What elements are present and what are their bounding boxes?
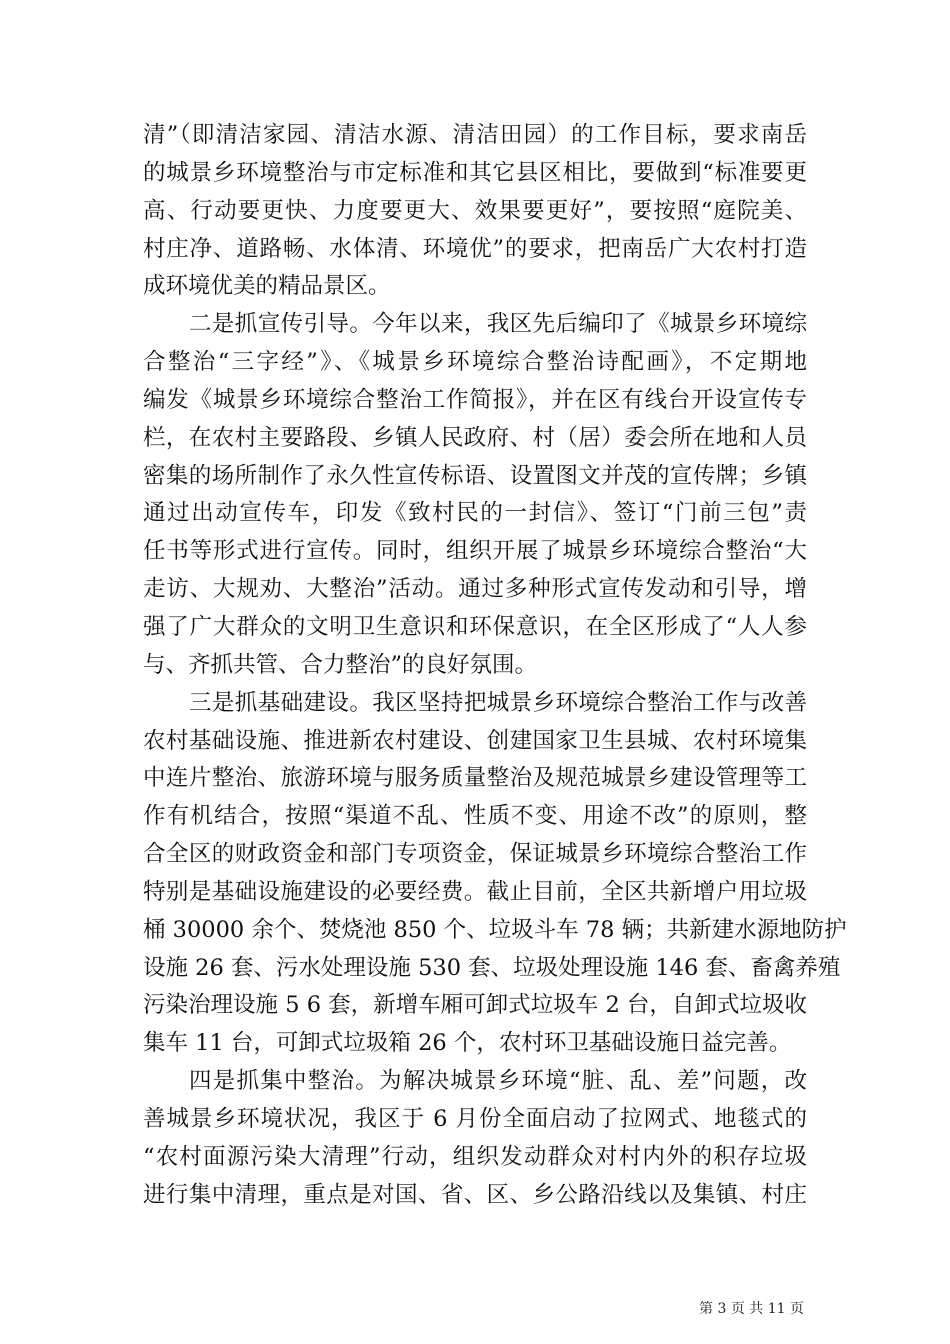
text-line: 密集的场所制作了永久性宣传标语、设置图文并茂的宣传牌；乡镇 bbox=[143, 462, 807, 489]
text-line: 清”（即清洁家园、清洁水源、清洁田园）的工作目标，要求南岳 bbox=[143, 122, 807, 148]
text-line: 农村基础设施、推进新农村建设、创建国家卫生县城、农村环境集 bbox=[143, 727, 807, 754]
text-line: 三是抓基础建设。我区坚持把城景乡环境综合整治工作与改善 bbox=[189, 689, 807, 716]
text-line: 村庄净、道路畅、水体清、环境优”的要求，把南岳广大农村打造 bbox=[143, 235, 807, 262]
text-line: “农村面源污染大清理”行动，组织发动群众对村内外的积存垃圾 bbox=[143, 1143, 807, 1170]
text-line: 与、齐抓共管、合力整治”的良好氛围。 bbox=[143, 651, 538, 678]
text-line: 强了广大群众的文明卫生意识和环保意识，在全区形成了“人人参 bbox=[143, 613, 807, 640]
text-line: 二是抓宣传引导。今年以来，我区先后编印了《城景乡环境综 bbox=[189, 311, 807, 338]
text-line: 特别是基础设施建设的必要经费。截止目前，全区共新增户用垃圾 bbox=[143, 878, 807, 905]
page-number-footer: 第 3 页 共 11 页 bbox=[699, 1301, 804, 1317]
text-line: 高、行动要更快、力度要更大、效果要更好”，要按照“庭院美、 bbox=[143, 197, 807, 224]
text-line: 进行集中清理，重点是对国、省、区、乡公路沿线以及集镇、村庄 bbox=[143, 1181, 807, 1208]
text-line: 合整治“三字经”》、《城景乡环境综合整治诗配画》，不定期地 bbox=[143, 349, 807, 376]
text-line: 设施 26 套、污水处理设施 530 套、垃圾处理设施 146 套、畜禽养殖 bbox=[143, 954, 841, 981]
text-line: 走访、大规劝、大整治”活动。通过多种形式宣传发动和引导，增 bbox=[143, 576, 807, 603]
text-line: 善城景乡环境状况，我区于 6 月份全面启动了拉网式、地毯式的 bbox=[143, 1105, 807, 1132]
body-text bbox=[143, 117, 847, 1214]
text-line: 的城景乡环境整治与市定标准和其它县区相比，要做到“标准要更 bbox=[143, 159, 807, 186]
text-line: 成环境优美的精品景区。 bbox=[143, 273, 391, 300]
text-line: 通过出动宣传车，印发《致村民的一封信》、签订“门前三包”责 bbox=[143, 500, 807, 527]
text-line: 四是抓集中整治。为解决城景乡环境“脏、乱、差”问题，改 bbox=[189, 1068, 807, 1095]
text-line: 栏，在农村主要路段、乡镇人民政府、村（居）委会所在地和人员 bbox=[143, 424, 807, 451]
text-line: 中连片整治、旅游环境与服务质量整治及规范城景乡建设管理等工 bbox=[143, 765, 807, 792]
text-line: 污染治理设施 5 6 套，新增车厢可卸式垃圾车 2 台，自卸式垃圾收 bbox=[143, 992, 807, 1019]
text-line: 作有机结合，按照“渠道不乱、性质不变、用途不改”的原则，整 bbox=[143, 803, 807, 830]
text-line: 任书等形式进行宣传。同时，组织开展了城景乡环境综合整治“大 bbox=[143, 538, 807, 565]
text-line: 编发《城景乡环境综合整治工作简报》，并在区有线台开设宣传专 bbox=[143, 386, 807, 413]
text-line: 集车 11 台，可卸式垃圾箱 26 个，农村环卫基础设施日益完善。 bbox=[143, 1030, 792, 1057]
text-line: 合全区的财政资金和部门专项资金，保证城景乡环境综合整治工作 bbox=[143, 841, 807, 868]
text-line: 桶 30000 余个、焚烧池 850 个、垃圾斗车 78 辆；共新建水源地防护 bbox=[143, 916, 847, 943]
